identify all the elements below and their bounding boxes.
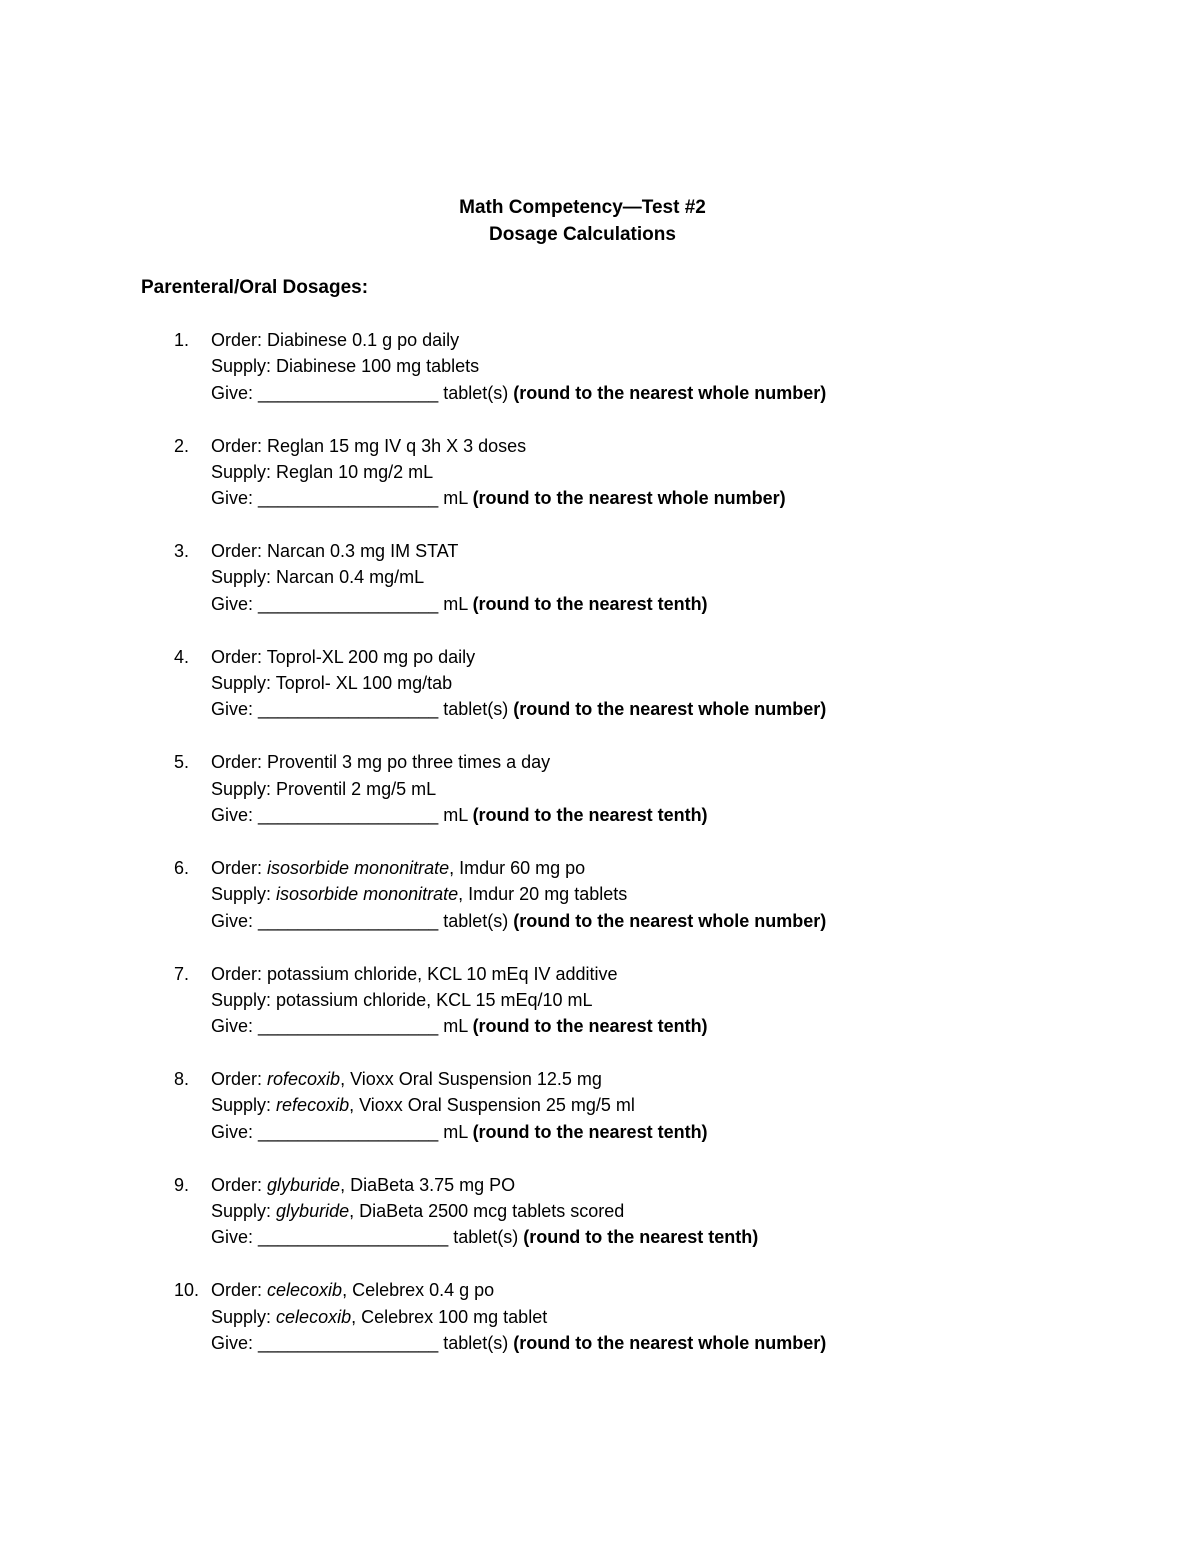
supply-text: Supply: Toprol- XL 100 mg/tab: [211, 673, 453, 694]
give-label: Give:: [211, 1016, 259, 1037]
answer-blank[interactable]: __________________: [258, 804, 439, 825]
supply-text: refecoxib: [276, 1095, 350, 1116]
supply-line: [211, 564, 708, 590]
question-number: 3.: [174, 541, 190, 562]
supply-line: [211, 987, 708, 1013]
supply-text: glyburide: [276, 1201, 350, 1222]
question-item: [0, 855, 1200, 961]
supply-line: [211, 670, 826, 696]
supply-text: Supply: Diabinese 100 mg tablets: [211, 356, 480, 377]
supply-line: [211, 1198, 758, 1224]
question-item: [0, 1172, 1200, 1278]
supply-text: Supply:: [211, 884, 277, 905]
question-item: [0, 749, 1200, 855]
title-line-1: Math Competency—Test #2: [459, 197, 706, 218]
give-label: Give:: [211, 1332, 259, 1353]
give-line: [211, 1330, 826, 1356]
give-line: [211, 380, 826, 406]
question-number: 8.: [174, 1069, 190, 1090]
give-line: [211, 1224, 758, 1250]
unit-text: tablet(s): [438, 1332, 514, 1353]
answer-blank[interactable]: __________________: [258, 1016, 439, 1037]
supply-text: Supply: Narcan 0.4 mg/mL: [211, 567, 425, 588]
document-title: [0, 194, 1165, 248]
question-item: [0, 327, 1200, 433]
give-label: Give:: [211, 382, 259, 403]
section-heading: Parenteral/Oral Dosages:: [141, 277, 369, 298]
rounding-instruction: (round to the nearest tenth): [472, 1121, 708, 1142]
unit-text: tablet(s): [438, 382, 514, 403]
give-label: Give:: [211, 699, 259, 720]
question-item: [0, 433, 1200, 539]
order-text: , DiaBeta 3.75 mg PO: [340, 1174, 516, 1195]
supply-text: Supply:: [211, 1201, 277, 1222]
give-line: [211, 908, 826, 934]
question-body: [211, 1066, 708, 1145]
question-body: [211, 538, 708, 617]
order-text: Order:: [211, 857, 268, 878]
give-label: Give:: [211, 804, 259, 825]
supply-text: , Celebrex 100 mg tablet: [351, 1306, 548, 1327]
supply-line: [211, 1092, 708, 1118]
unit-text: tablet(s): [438, 699, 514, 720]
answer-blank[interactable]: __________________: [258, 382, 439, 403]
question-body: [211, 1277, 826, 1356]
question-list: [0, 327, 1200, 1383]
supply-line: [211, 1304, 826, 1330]
give-line: [211, 591, 708, 617]
order-text: rofecoxib: [267, 1069, 341, 1090]
answer-blank[interactable]: __________________: [258, 593, 439, 614]
rounding-instruction: (round to the nearest whole number): [513, 910, 827, 931]
rounding-instruction: (round to the nearest whole number): [472, 488, 786, 509]
question-body: [211, 961, 708, 1040]
question-item: [0, 1066, 1200, 1172]
answer-blank[interactable]: __________________: [258, 1121, 439, 1142]
unit-text: tablet(s): [438, 910, 514, 931]
give-label: Give:: [211, 1121, 259, 1142]
supply-text: , Vioxx Oral Suspension 25 mg/5 ml: [349, 1095, 635, 1116]
rounding-instruction: (round to the nearest whole number): [513, 699, 827, 720]
order-line: [211, 749, 708, 775]
order-line: [211, 855, 826, 881]
answer-blank[interactable]: ___________________: [258, 1227, 449, 1248]
order-text: celecoxib: [267, 1280, 343, 1301]
order-line: [211, 538, 708, 564]
question-body: [211, 644, 826, 723]
supply-text: isosorbide mononitrate: [276, 884, 459, 905]
give-line: [211, 1013, 708, 1039]
rounding-instruction: (round to the nearest whole number): [513, 1332, 827, 1353]
question-number: 10.: [174, 1280, 200, 1301]
question-item: [0, 644, 1200, 750]
question-body: [211, 855, 826, 934]
order-text: Order: Proventil 3 mg po three times a day: [211, 752, 551, 773]
unit-text: mL: [438, 488, 473, 509]
order-text: , Celebrex 0.4 g po: [342, 1280, 495, 1301]
give-label: Give:: [211, 910, 259, 931]
give-label: Give:: [211, 1227, 259, 1248]
supply-line: [211, 881, 826, 907]
answer-blank[interactable]: __________________: [258, 1332, 439, 1353]
order-text: Order: potassium chloride, KCL 10 mEq IV additive: [211, 963, 618, 984]
question-item: [0, 538, 1200, 644]
supply-text: , Imdur 20 mg tablets: [458, 884, 628, 905]
answer-blank[interactable]: __________________: [258, 910, 439, 931]
order-text: Order: Diabinese 0.1 g po daily: [211, 330, 460, 350]
question-item: [0, 961, 1200, 1067]
order-line: [211, 1172, 758, 1198]
order-text: Order: Toprol-XL 200 mg po daily: [211, 646, 476, 667]
unit-text: mL: [438, 1121, 473, 1142]
supply-text: Supply: Reglan 10 mg/2 mL: [211, 461, 434, 482]
give-line: [211, 485, 786, 511]
supply-text: Supply:: [211, 1306, 277, 1327]
supply-text: Supply: potassium chloride, KCL 15 mEq/10 mL: [211, 989, 593, 1010]
order-text: glyburide: [267, 1174, 341, 1195]
rounding-instruction: (round to the nearest tenth): [472, 1016, 708, 1037]
unit-text: mL: [438, 593, 473, 614]
supply-line: [211, 353, 826, 379]
order-line: [211, 1277, 826, 1303]
rounding-instruction: (round to the nearest tenth): [472, 804, 708, 825]
order-text: Order:: [211, 1174, 268, 1195]
rounding-instruction: (round to the nearest tenth): [523, 1227, 759, 1248]
order-line: [211, 1066, 708, 1092]
question-body: [211, 433, 786, 512]
order-text: , Vioxx Oral Suspension 12.5 mg: [340, 1069, 602, 1090]
question-number: 6.: [174, 857, 190, 878]
give-line: [211, 802, 708, 828]
order-text: isosorbide mononitrate: [267, 857, 450, 878]
rounding-instruction: (round to the nearest tenth): [472, 593, 708, 614]
question-number: 5.: [174, 752, 190, 773]
rounding-instruction: (round to the nearest whole number): [513, 382, 827, 403]
order-text: Order:: [211, 1280, 268, 1301]
question-body: [211, 749, 708, 828]
order-line: [211, 433, 786, 459]
question-number: 1.: [174, 330, 190, 350]
answer-blank[interactable]: __________________: [258, 488, 439, 509]
answer-blank[interactable]: __________________: [258, 699, 439, 720]
question-number: 2.: [174, 435, 190, 456]
order-text: Order:: [211, 1069, 268, 1090]
order-text: Order: Narcan 0.3 mg IM STAT: [211, 541, 459, 562]
supply-line: [211, 776, 708, 802]
give-label: Give:: [211, 488, 259, 509]
give-label: Give:: [211, 593, 259, 614]
order-text: , Imdur 60 mg po: [449, 857, 586, 878]
order-line: [211, 327, 826, 353]
order-line: [211, 961, 708, 987]
give-line: [211, 1119, 708, 1145]
supply-text: celecoxib: [276, 1306, 352, 1327]
unit-text: mL: [438, 804, 473, 825]
supply-text: , DiaBeta 2500 mcg tablets scored: [349, 1201, 625, 1222]
supply-text: Supply:: [211, 1095, 277, 1116]
supply-text: Supply: Proventil 2 mg/5 mL: [211, 778, 437, 799]
order-text: Order: Reglan 15 mg IV q 3h X 3 doses: [211, 435, 527, 456]
order-line: [211, 644, 826, 670]
question-item: [0, 1277, 1200, 1383]
unit-text: tablet(s): [448, 1227, 524, 1248]
question-body: [211, 327, 826, 406]
question-number: 7.: [174, 963, 190, 984]
question-body: [211, 1172, 758, 1251]
title-line-2: Dosage Calculations: [489, 224, 676, 245]
unit-text: mL: [438, 1016, 473, 1037]
question-number: 4.: [174, 646, 190, 667]
supply-line: [211, 459, 786, 485]
give-line: [211, 696, 826, 722]
question-number: 9.: [174, 1174, 190, 1195]
